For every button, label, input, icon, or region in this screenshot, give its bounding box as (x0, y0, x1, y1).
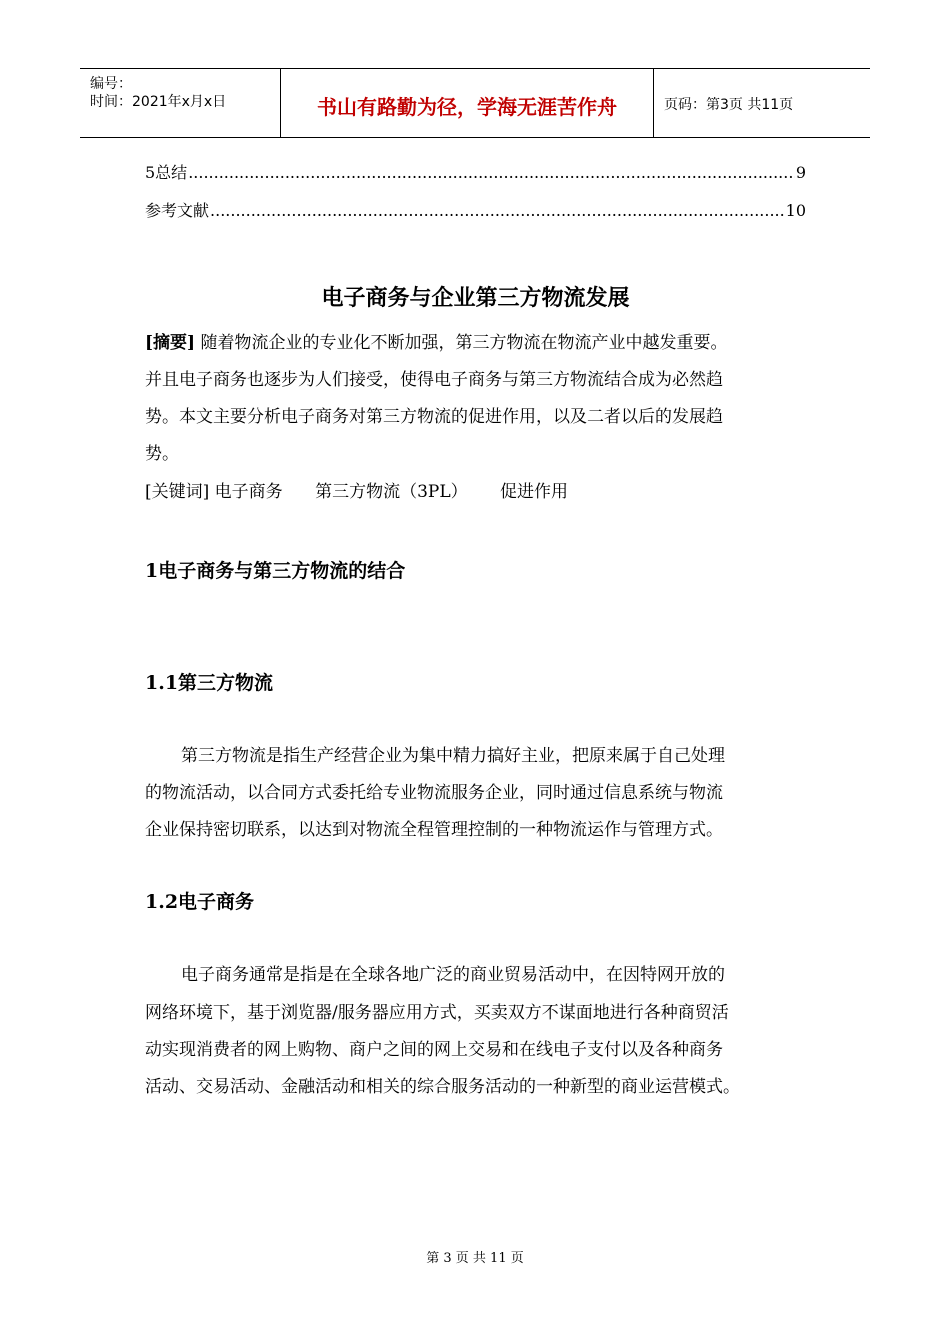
keywords-text: 电子商务 第三方物流（3PL） 促进作用 (214, 482, 569, 502)
section-heading: 1电子商务与第三方物流的结合 (145, 560, 406, 582)
paragraph-line: 动实现消费者的网上购物、商户之间的网上交易和在线电子支付以及各种商务 (145, 1040, 723, 1060)
keywords-tag: [关键词] (145, 482, 210, 502)
date-label: 时间：2021年x月x日 (90, 94, 227, 110)
toc-page: 9 (795, 163, 806, 182)
abstract-line: 势。 (145, 444, 179, 464)
header-motto-cell (281, 69, 654, 137)
paragraph-line: 企业保持密切联系，以达到对物流全程管理控制的一种物流运作与管理方式。 (145, 820, 723, 840)
toc-page: 10 (785, 201, 806, 220)
keywords-line (145, 474, 810, 511)
page-label: 页码：第3页 共11页 (664, 97, 794, 113)
section-heading: 1.2电子商务 (145, 891, 255, 913)
paragraph-line: 电子商务通常是指是在全球各地广泛的商业贸易活动中，在因特网开放的 (181, 965, 725, 985)
abstract-line: 势。本文主要分析电子商务对第三方物流的促进作用，以及二者以后的发展趋 (145, 407, 723, 427)
header-info-cell (80, 69, 281, 137)
page-footer: 第 3 页 共 11 页 (426, 1251, 524, 1266)
abstract-text: 随着物流企业的专业化不断加强，第三方物流在物流产业中越发重要。 (200, 333, 728, 353)
paragraph-line: 网络环境下，基于浏览器/服务器应用方式，买卖双方不谋面地进行各种商贸活 (145, 1003, 729, 1023)
header-table (80, 68, 870, 138)
paragraph-line: 活动、交易活动、金融活动和相关的综合服务活动的一种新型的商业运营模式。 (145, 1077, 740, 1097)
section-heading: 1.1第三方物流 (145, 672, 274, 694)
number-label: 编号： (90, 76, 132, 92)
toc-label: 5总结 (145, 163, 188, 182)
toc-leader (188, 163, 795, 182)
paragraph-line: 的物流活动，以合同方式委托给专业物流服务企业，同时通过信息系统与物流 (145, 783, 723, 803)
header-page-cell (654, 69, 870, 137)
toc-label: 参考文献 (145, 201, 210, 220)
toc-entry[interactable] (145, 160, 806, 183)
toc-leader (210, 201, 785, 220)
abstract-line (145, 325, 810, 362)
toc-entry[interactable] (145, 198, 806, 221)
paragraph-line: 第三方物流是指生产经营企业为集中精力搞好主业，把原来属于自己处理 (181, 746, 725, 766)
abstract-line: 并且电子商务也逐步为人们接受，使得电子商务与第三方物流结合成为必然趋 (145, 370, 723, 390)
article-title: 电子商务与企业第三方物流发展 (321, 285, 630, 311)
motto: 书山有路勤为径，学海无涯苦作舟 (317, 95, 617, 119)
abstract-tag: [摘要] (145, 333, 196, 353)
